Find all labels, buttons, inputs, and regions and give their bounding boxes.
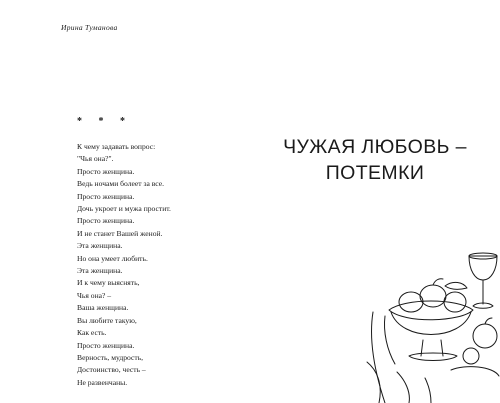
table-edge-inner bbox=[384, 316, 395, 364]
fruit-icon bbox=[420, 285, 446, 307]
running-head: Ирина Туманова bbox=[61, 23, 118, 32]
apple-stem bbox=[485, 318, 492, 324]
chapter-title-line: ПОТЕМКИ bbox=[325, 162, 425, 184]
poem-line: И не станет Вашей женой. bbox=[77, 228, 163, 238]
cloth-fold bbox=[425, 378, 431, 403]
plate bbox=[451, 367, 499, 376]
poem-line: Достоинство, честь – bbox=[77, 365, 146, 375]
right-page bbox=[250, 0, 500, 403]
poem-line: "Чья она?". bbox=[77, 154, 114, 164]
apple-icon bbox=[473, 324, 497, 348]
poem-line: Как есть. bbox=[77, 328, 107, 338]
cloth-fold bbox=[397, 372, 409, 403]
poem-line: К чему задавать вопрос: bbox=[77, 142, 156, 151]
fruit-stem bbox=[433, 279, 443, 285]
poem-line: Ваша женщина. bbox=[77, 303, 129, 313]
chapter-title bbox=[250, 134, 500, 186]
bowl-body bbox=[391, 312, 471, 335]
poem-line: Просто женщина. bbox=[77, 216, 135, 226]
poem-line: Просто женщина. bbox=[77, 166, 135, 176]
leaf bbox=[445, 282, 467, 289]
table-edge bbox=[372, 312, 386, 403]
poem-line: Вы любите такую, bbox=[77, 315, 137, 325]
poem-line: Не развенчаны. bbox=[77, 377, 128, 387]
section-separator: * * * bbox=[77, 116, 132, 127]
poem-line: Верность, мудрость, bbox=[77, 352, 144, 362]
poem-line: Чья она? – bbox=[77, 290, 112, 300]
poem bbox=[77, 141, 171, 389]
wine-glass-bowl bbox=[469, 256, 497, 280]
chapter-title-line: ЧУЖАЯ ЛЮБОВЬ – bbox=[283, 136, 467, 158]
poem-line: Дочь укроет и мужа простит. bbox=[77, 204, 171, 214]
poem-line: Эта женщина. bbox=[77, 241, 123, 251]
poem-line: Ведь ночами болеет за все. bbox=[77, 179, 165, 189]
pear-icon bbox=[463, 348, 479, 364]
poem-line: И к чему выяснять, bbox=[77, 278, 140, 288]
poem-line: Но она умеет любить. bbox=[77, 253, 148, 263]
cloth-fold bbox=[367, 362, 380, 403]
poem-line: Просто женщина. bbox=[77, 191, 135, 201]
poem-line: Просто женщина. bbox=[77, 340, 135, 350]
bowl-foot bbox=[409, 353, 457, 361]
poem-line: Эта женщина. bbox=[77, 266, 123, 276]
still-life-illustration bbox=[365, 252, 500, 403]
